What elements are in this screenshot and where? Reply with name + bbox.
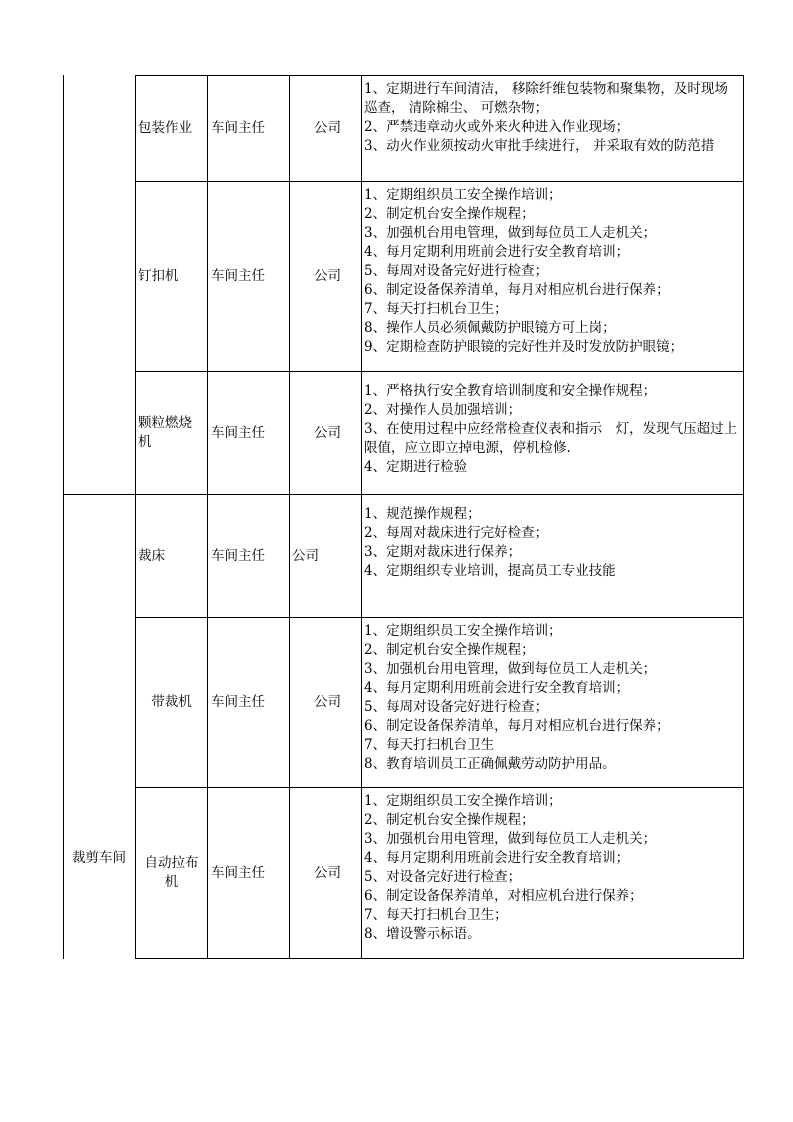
owner-cell	[207, 75, 290, 182]
item-cell	[135, 181, 208, 372]
owner-text: 车间主任	[211, 864, 265, 881]
level-text: 公司	[314, 864, 341, 881]
item-text: 包装作业	[138, 120, 192, 136]
workshop-label: 裁剪车间	[72, 850, 126, 866]
level-cell	[289, 787, 362, 959]
measures-text: 1、定期进行车间清洁， 移除纤维包装物和聚集物，及时现场巡查， 清除棉尘、 可燃杂物； 2、严禁违章动火或外来火种进入作业现场； 3、动火作业须按动火审批手续进行， 并采取有效的防范措	[364, 81, 728, 154]
item-text: 钉扣机	[138, 268, 179, 284]
item-text: 带裁机	[151, 694, 192, 710]
level-cell	[289, 494, 362, 618]
level-text: 公司	[314, 424, 341, 441]
owner-text: 车间主任	[211, 120, 265, 136]
measures-text: 1、定期组织员工安全操作培训； 2、制定机台安全操作规程； 3、加强机台用电管理，做到每位员工人走机关； 4、每月定期利用班前会进行安全教育培训； 5、对设备完好进行检查； 6、制定设备保养清单，对相应机台进行保养； 7、每天打扫机台卫生； 8、增设警示标语。	[364, 793, 657, 942]
item-cell	[135, 787, 208, 959]
measures-text: 1、定期组织员工安全操作培训； 2、制定机台安全操作规程； 3、加强机台用电管理，做到每位员工人走机关； 4、每月定期利用班前会进行安全教育培训； 5、每周对设备完好进行检查； 6、制定设备保养清单，每月对相应机台进行保养； 7、每天打扫机台卫生； 8、操作人员必须佩戴防护眼镜方可上岗； 9、定期检查防护眼镜的完好性并及时发放防护眼镜；	[364, 187, 684, 355]
owner-text: 车间主任	[211, 268, 265, 284]
level-cell	[289, 181, 362, 372]
measures-cell	[361, 75, 744, 182]
owner-cell	[207, 617, 290, 788]
measures-text: 1、严格执行安全教育培训制度和安全操作规程； 2、对操作人员加强培训； 3、在使用过程中应经常检查仪表和指示 灯，发现气压超过上限值，应立即立掉电源，停机检修. 4、定期进行检验	[364, 383, 738, 475]
owner-cell	[207, 181, 290, 372]
owner-cell	[207, 787, 290, 959]
measures-text: 1、规范操作规程； 2、每周对裁床进行完好检查； 3、定期对裁床进行保养； 4、定期组织专业培训，提高员工专业技能	[364, 506, 616, 579]
owner-cell	[207, 371, 290, 495]
item-cell	[135, 75, 208, 182]
measures-text: 1、定期组织员工安全操作培训； 2、制定机台安全操作规程； 3、加强机台用电管理，做到每位员工人走机关； 4、每月定期利用班前会进行安全教育培训； 5、每周对设备完好进行检查； 6、制定设备保养清单，每月对相应机台进行保养； 7、每天打扫机台卫生 8、教育培训员工正确佩戴劳动防护用品。	[364, 623, 670, 772]
level-text: 公司	[314, 120, 341, 136]
level-text: 公司	[292, 547, 319, 564]
measures-cell	[361, 617, 744, 788]
item-text: 裁床	[138, 547, 165, 564]
owner-text: 车间主任	[211, 694, 265, 710]
measures-cell	[361, 181, 744, 372]
owner-text: 车间主任	[211, 547, 265, 564]
item-cell	[135, 494, 208, 618]
level-cell	[289, 617, 362, 788]
owner-text: 车间主任	[211, 424, 265, 441]
item-text: 自动拉布机	[144, 855, 199, 890]
measures-cell	[361, 787, 744, 959]
owner-cell	[207, 494, 290, 618]
level-text: 公司	[314, 268, 341, 284]
measures-cell	[361, 371, 744, 495]
level-text: 公司	[314, 694, 341, 710]
level-cell	[289, 371, 362, 495]
workshop-cell	[63, 494, 136, 959]
item-cell	[135, 371, 208, 495]
measures-cell	[361, 494, 744, 618]
item-text: 颗粒燃烧机	[138, 415, 192, 450]
level-cell	[289, 75, 362, 182]
item-cell	[135, 617, 208, 788]
